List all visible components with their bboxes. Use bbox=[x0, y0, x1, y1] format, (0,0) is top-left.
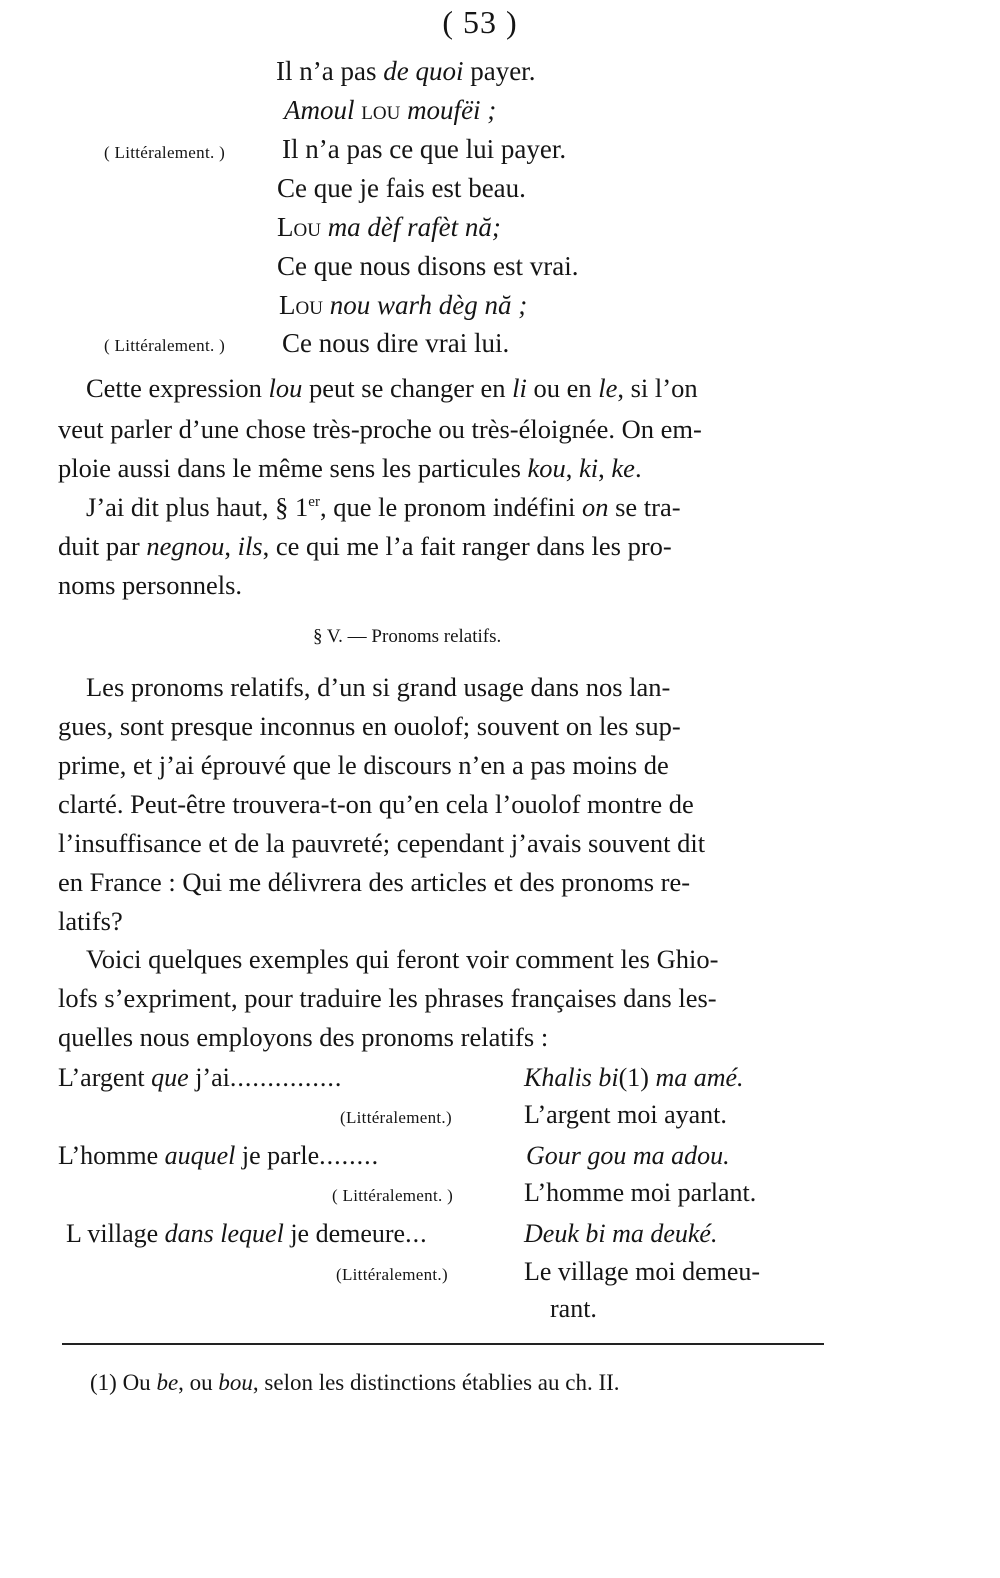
verse-line bbox=[276, 56, 535, 87]
literally-label: ( Littéralement. ) bbox=[104, 336, 226, 355]
text-run: . bbox=[634, 453, 642, 483]
verse-text: payer. bbox=[463, 56, 536, 86]
paragraph-line: clarté. Peut-être trouvera-t-on qu’en cela l’ouolof montre de bbox=[58, 789, 694, 819]
italic-run: Khalis bi bbox=[524, 1063, 619, 1092]
text-run: L’argent bbox=[58, 1063, 152, 1092]
page-number: ( 53 ) bbox=[442, 4, 518, 40]
footnote-rule bbox=[62, 1343, 824, 1345]
text-run: J’ai dit plus haut, § 1 bbox=[86, 492, 309, 522]
italic-run: ils bbox=[237, 531, 263, 561]
italic-run: bou bbox=[218, 1370, 253, 1395]
text-run: , si l’on bbox=[617, 373, 698, 403]
italic-run: dans lequel bbox=[164, 1219, 284, 1248]
paragraph-line: quelles nous employons des pronoms relatifs : bbox=[58, 1022, 549, 1052]
text-run: , ce qui me l’a fait ranger dans les pro- bbox=[262, 531, 672, 561]
text-run: , bbox=[565, 453, 580, 483]
wolof-italic: ma dèf rafèt nă; bbox=[327, 212, 501, 242]
verse-line: Ce que je fais est beau. bbox=[277, 173, 526, 203]
text-run: ou en bbox=[526, 373, 599, 403]
italic-run: que bbox=[151, 1063, 189, 1092]
section-heading: § V. — Pronoms relatifs. bbox=[313, 626, 502, 647]
example-literal: L’homme moi parlant. bbox=[524, 1178, 757, 1207]
wolof-italic: Amoul bbox=[284, 95, 355, 125]
wolof-verse-line bbox=[284, 95, 496, 126]
verse-italic: de quoi bbox=[383, 56, 464, 86]
text-run: je parle bbox=[235, 1141, 320, 1170]
text-run: , selon les distinctions établies au ch. II. bbox=[252, 1370, 620, 1395]
leader-dots: ............... bbox=[229, 1063, 343, 1092]
example-wolof bbox=[524, 1219, 717, 1249]
italic-run: kou bbox=[527, 453, 566, 483]
leader-dots: ........ bbox=[319, 1141, 380, 1170]
italic-run: on bbox=[581, 492, 609, 522]
paragraph-line: en France : Qui me délivrera des articles et des pronoms re- bbox=[58, 867, 691, 897]
example-french bbox=[58, 1063, 342, 1093]
leader-dots: ... bbox=[405, 1219, 428, 1248]
paragraph-line: lofs s’expriment, pour traduire les phrases françaises dans les- bbox=[58, 983, 717, 1013]
example-literal-continuation: rant. bbox=[550, 1294, 597, 1323]
italic-run: ki bbox=[579, 453, 599, 483]
text-run: ploie aussi dans le même sens les particules bbox=[58, 453, 528, 483]
wolof-verse-line bbox=[279, 290, 527, 321]
text-run: , que le pronom indéfini bbox=[319, 492, 582, 522]
example-wolof bbox=[524, 1063, 744, 1093]
italic-run: be bbox=[156, 1370, 179, 1395]
italic-run: ma amé. bbox=[648, 1063, 744, 1092]
italic-run: negnou bbox=[146, 531, 225, 561]
text-run: duit par bbox=[58, 531, 147, 561]
text-run: se tra- bbox=[608, 492, 681, 522]
paragraph-line: l’insuffisance et de la pauvreté; cependant j’avais souvent dit bbox=[58, 828, 706, 858]
text-run: L’homme bbox=[58, 1141, 165, 1170]
text-run: , bbox=[598, 453, 612, 483]
wolof-smallcaps: Lou bbox=[277, 212, 321, 242]
footnote-ref: (1) bbox=[618, 1063, 649, 1092]
footnote bbox=[90, 1370, 620, 1396]
paragraph-line: veut parler d’une chose très-proche ou très-éloignée. On em- bbox=[58, 414, 702, 444]
paragraph-line: prime, et j’ai éprouvé que le discours n’en a pas moins de bbox=[58, 750, 669, 780]
literally-label: (Littéralement.) bbox=[336, 1265, 448, 1284]
text-run: peut se changer en bbox=[302, 373, 513, 403]
italic-run: li bbox=[512, 373, 527, 403]
paragraph-line bbox=[86, 492, 681, 523]
paragraph-line: latifs? bbox=[58, 906, 123, 936]
italic-run: ke bbox=[611, 453, 635, 483]
example-wolof bbox=[526, 1141, 730, 1171]
text-run: je demeure bbox=[283, 1219, 406, 1248]
verse-line: Ce que nous disons est vrai. bbox=[277, 251, 579, 281]
text-run: , bbox=[224, 531, 238, 561]
verse-line: Il n’a pas ce que lui payer. bbox=[282, 134, 567, 164]
paragraph-line: gues, sont presque inconnus en ouolof; souvent on les sup- bbox=[58, 711, 681, 741]
superscript: er bbox=[308, 494, 320, 511]
paragraph-line: Voici quelques exemples qui feront voir comment les Ghio- bbox=[86, 944, 719, 974]
text-run: (1) Ou bbox=[90, 1370, 157, 1395]
text-run: , ou bbox=[178, 1370, 219, 1395]
paragraph-line bbox=[58, 531, 672, 562]
example-french bbox=[58, 1141, 379, 1171]
example-literal: Le village moi demeu- bbox=[524, 1257, 761, 1286]
text-run: j’ai bbox=[188, 1063, 230, 1092]
text-run: L village bbox=[66, 1219, 165, 1248]
italic-run: auquel bbox=[164, 1141, 236, 1170]
paragraph-line: noms personnels. bbox=[58, 570, 243, 600]
wolof-italic: moufëi ; bbox=[407, 95, 497, 125]
italic-run: lou bbox=[268, 373, 303, 403]
italic-run: Gour gou ma adou. bbox=[526, 1141, 730, 1170]
wolof-smallcaps: Lou bbox=[279, 290, 323, 320]
literally-label: ( Littéralement. ) bbox=[332, 1186, 454, 1205]
literally-label: ( Littéralement. ) bbox=[104, 143, 226, 162]
wolof-italic: nou warh dèg nă ; bbox=[329, 290, 528, 320]
italic-run: Deuk bi ma deuké. bbox=[524, 1219, 718, 1248]
wolof-verse-line bbox=[277, 212, 501, 243]
text-run: Cette expression bbox=[86, 373, 269, 403]
paragraph-line bbox=[86, 373, 698, 404]
example-french bbox=[66, 1219, 428, 1249]
italic-run: le bbox=[598, 373, 618, 403]
wolof-smallcaps: lou bbox=[361, 95, 401, 125]
verse-text: Il n’a pas bbox=[276, 56, 384, 86]
verse-line: Ce nous dire vrai lui. bbox=[282, 328, 510, 358]
paragraph-line bbox=[58, 453, 642, 484]
example-literal: L’argent moi ayant. bbox=[524, 1100, 727, 1129]
paragraph-line: Les pronoms relatifs, d’un si grand usage dans nos lan- bbox=[86, 672, 671, 702]
literally-label: (Littéralement.) bbox=[340, 1108, 452, 1127]
